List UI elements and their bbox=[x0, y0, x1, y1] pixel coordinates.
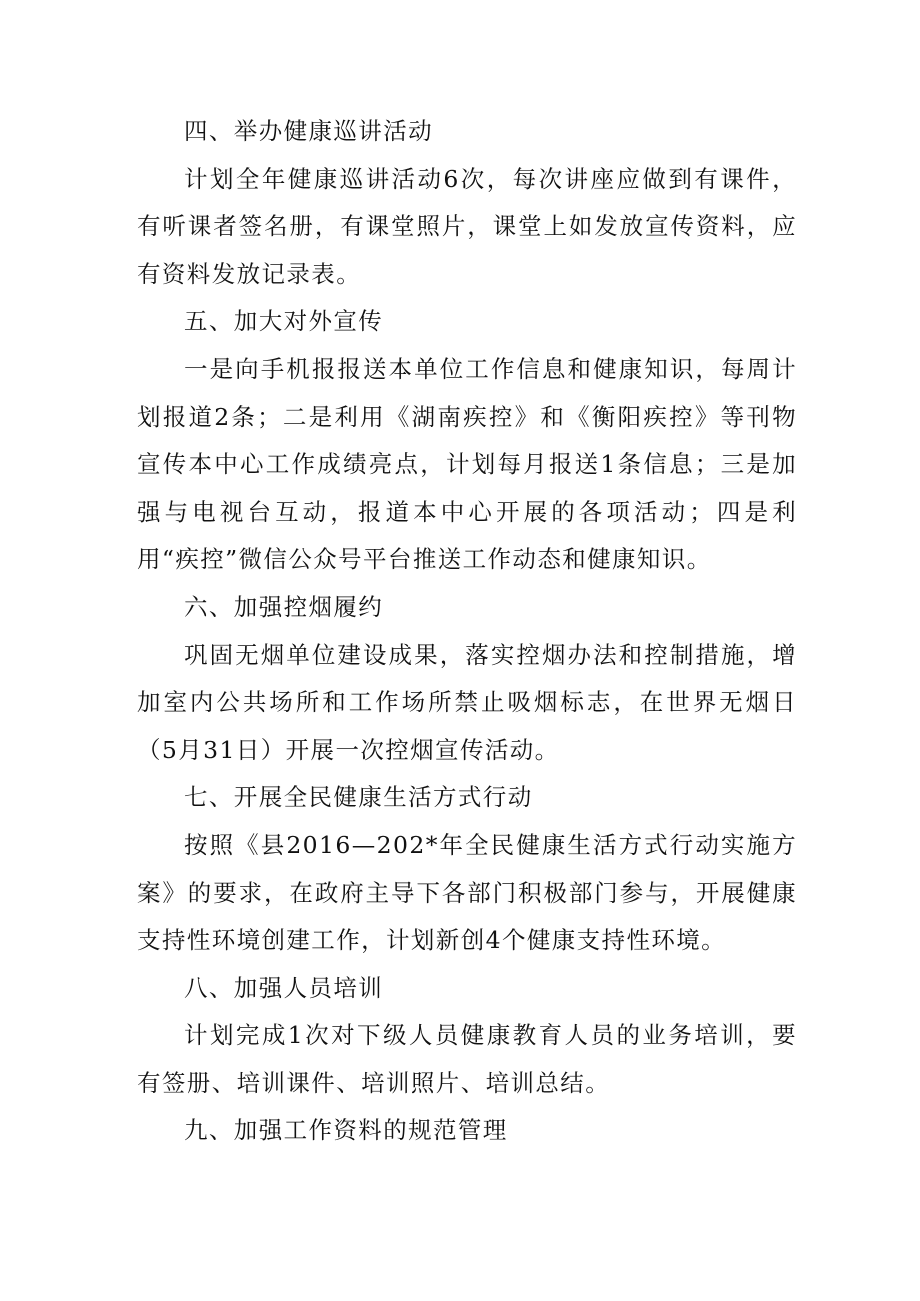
section-paragraph-6: 巩固无烟单位建设成果，落实控烟办法和控制措施，增加室内公共场所和工作场所禁止吸烟标志，在世界无烟日（5月31日）开展一次控烟宣传活动。 bbox=[137, 640, 797, 764]
section-paragraph-5: 一是向手机报报送本单位工作信息和健康知识，每周计划报道2条；二是利用《湖南疾控》和《衡阳疾控》等刊物宣传本中心工作成绩亮点，计划每月报送1条信息；三是加强与电视台互动，报道本中心开展的各项活动；四是利用“疾控”微信公众号平台推送工作动态和健康知识。 bbox=[137, 354, 797, 574]
section-paragraph-7: 按照《县2016—202*年全民健康生活方式行动实施方案》的要求，在政府主导下各部门积极部门参与，开展健康支持性环境创建工作，计划新创4个健康支持性环境。 bbox=[137, 830, 797, 955]
section-heading-4: 四、举办健康巡讲活动 bbox=[184, 117, 433, 145]
section-heading-9: 九、加强工作资料的规范管理 bbox=[184, 1116, 508, 1145]
section-heading-6: 六、加强控烟履约 bbox=[184, 592, 384, 621]
section-paragraph-4: 计划全年健康巡讲活动6次，每次讲座应做到有课件，有听课者签名册，有课堂照片，课堂上如发放宣传资料，应有资料发放记录表。 bbox=[137, 164, 797, 288]
section-paragraph-8: 计划完成1次对下级人员健康教育人员的业务培训，要有签册、培训课件、培训照片、培训总结。 bbox=[137, 1021, 797, 1097]
section-heading-5: 五、加大对外宣传 bbox=[184, 307, 384, 336]
section-heading-8: 八、加强人员培训 bbox=[184, 973, 384, 1002]
section-heading-7: 七、开展全民健康生活方式行动 bbox=[184, 783, 533, 812]
document-body bbox=[137, 108, 797, 1155]
